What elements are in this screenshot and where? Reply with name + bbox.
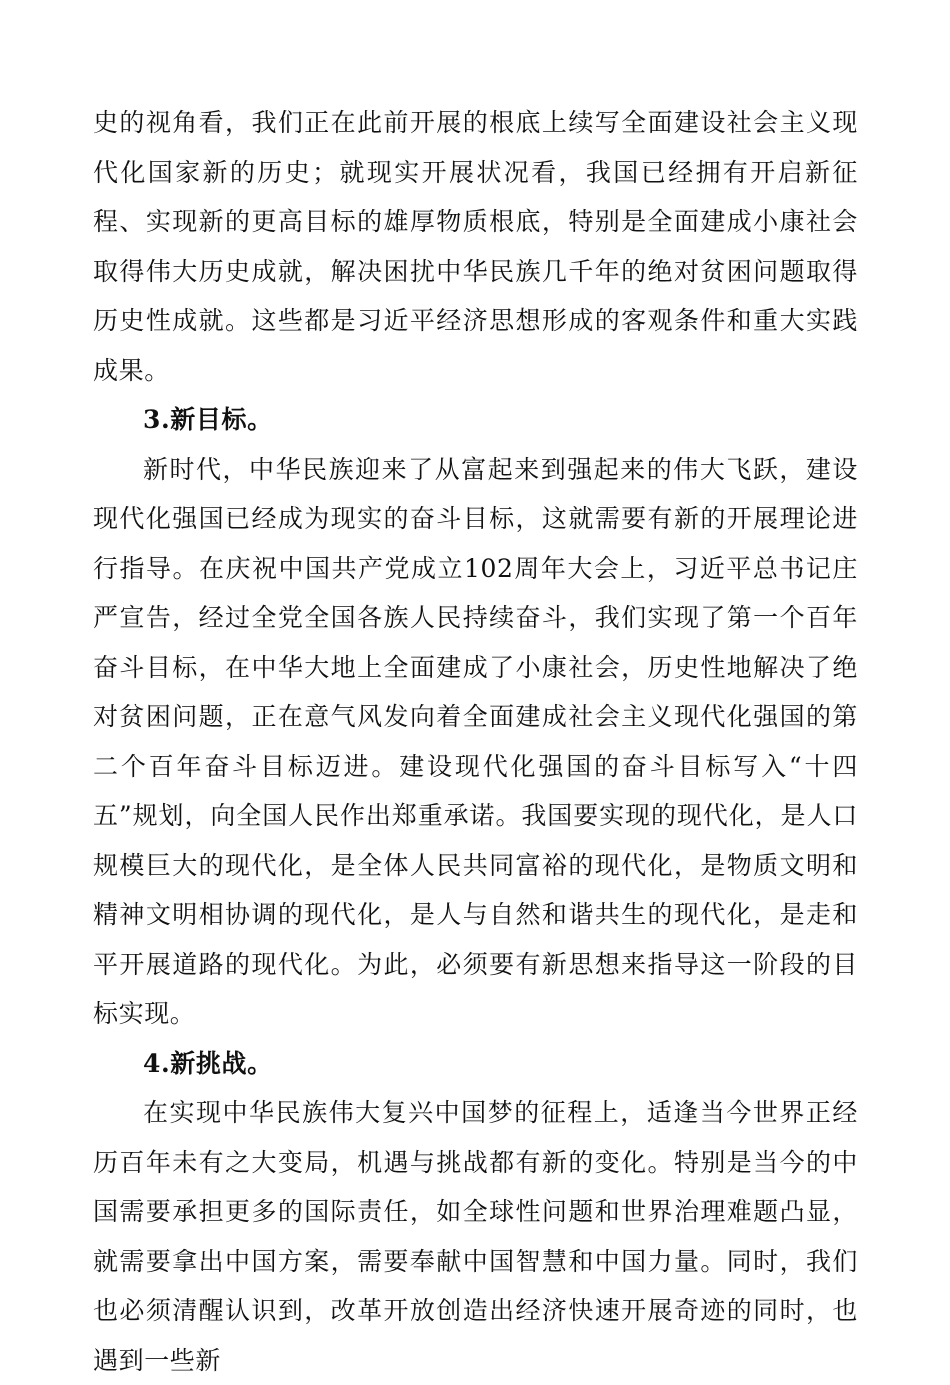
section-heading-new-challenge: 4.新挑战。	[143, 1048, 273, 1078]
paragraph-new-goal: 新时代，中华民族迎来了从富起来到强起来的伟大飞跃，建设现代化强国已经成为现实的奋斗目标，这就需要有新的开展理论进行指导。在庆祝中国共产党成立102周年大会上，习近平总书记庄严宣告，经过全党全国各族人民持续奋斗，我们实现了第一个百年奋斗目标，在中华大地上全面建成了小康社会，历史性地解决了绝对贫困问题，正在意气风发向着全面建成社会主义现代化强国的第二个百年奋斗目标迈进。建设现代化强国的奋斗目标写入“十四五”规划，向全国人民作出郑重承诺。我国要实现的现代化，是人口规模巨大的现代化，是全体人民共同富裕的现代化，是物质文明和精神文明相协调的现代化，是人与自然和谐共生的现代化，是走和平开展道路的现代化。为此，必须要有新思想来指导这一阶段的目标实现。	[93, 454, 858, 1028]
document-body	[93, 98, 858, 1385]
paragraph-new-challenge: 在实现中华民族伟大复兴中国梦的征程上，适逢当今世界正经历百年未有之大变局，机遇与挑战都有新的变化。特别是当今的中国需要承担更多的国际责任，如全球性问题和世界治理难题凸显，就需要拿出中国方案，需要奉献中国智慧和中国力量。同时，我们也必须清醒认识到，改革开放创造出经济快速开展奇迹的同时，也遇到一些新	[93, 1098, 858, 1375]
paragraph-continued: 史的视角看，我们正在此前开展的根底上续写全面建设社会主义现代化国家新的历史；就现实开展状况看，我国已经拥有开启新征程、实现新的更高目标的雄厚物质根底，特别是全面建成小康社会取得伟大历史成就，解决困扰中华民族几千年的绝对贫困问题取得历史性成就。这些都是习近平经济思想形成的客观条件和重大实践成果。	[93, 108, 858, 385]
section-heading-new-goal: 3.新目标。	[143, 405, 273, 434]
